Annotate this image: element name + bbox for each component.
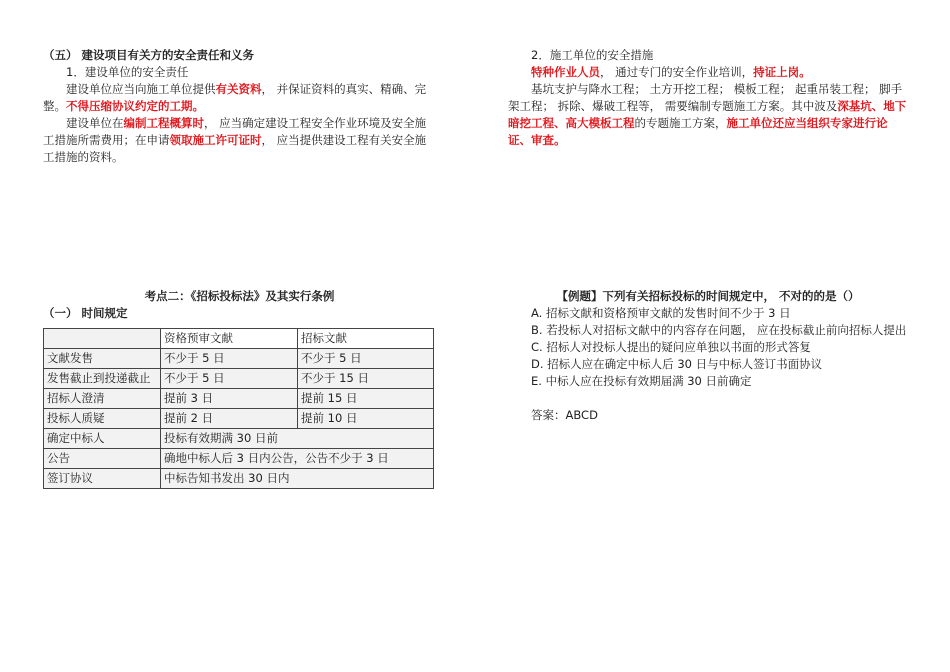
subsection-title: 2．施工单位的安全措施 [531,48,654,62]
table-cell: 投标人质疑 [44,409,161,429]
section-heading: （五） 建设项目有关方的安全责任和义务 [43,48,255,62]
table-header-cell: 资格预审文献 [161,329,298,349]
highlight-text: 不得压缩协议约定的工期。 [66,99,204,113]
table-cell: 投标有效期满 30 日前 [161,429,434,449]
table-row [44,409,434,429]
option-item: B. 若投标人对招标文献中的内容存在问题， 应在投标截止前向招标人提出 [531,323,907,337]
text-run: ， 通过专门的安全作业培训， [600,65,754,79]
text-run: ， 并保证资料的真实、精确、完整。 [43,82,427,113]
section-contractor-measures [508,47,908,149]
table-cell: 不少于 5 日 [161,369,298,389]
table-header-row [44,329,434,349]
table-row [44,469,434,489]
time-rules-table [43,328,434,489]
text-run: 基坑支护与降水工程； 土方开挖工程； 模板工程； 起重吊装工程； 脚手架工程； 拆除、爆破工程等， 需要编制专题施工方案。其中波及 [508,82,903,113]
paragraph [508,81,908,149]
table-cell: 公告 [44,449,161,469]
text-run: ， 应当确定建设工程安全作业环境及安全施工措施所需费用；在申请 [43,116,427,147]
text-run: 建设单位应当向施工单位提供 [66,82,216,96]
highlight-text: 编制工程概算时 [123,116,204,130]
table-cell: 提前 10 日 [298,409,434,429]
table-header-cell: 招标文献 [298,329,434,349]
table-cell: 文献发售 [44,349,161,369]
table-row [44,349,434,369]
section-example-question [508,288,908,424]
highlight-text: 特种作业人员 [531,65,600,79]
table-cell: 确定中标人 [44,429,161,449]
table-row [44,369,434,389]
option-item: D. 招标人应在确定中标人后 30 日与中标人签订书面协议 [531,357,823,371]
table-cell: 提前 2 日 [161,409,298,429]
table-cell: 发售截止到投递截止 [44,369,161,389]
table-cell: 提前 15 日 [298,389,434,409]
section-bidding-law [43,288,436,489]
paragraph [508,64,908,81]
text-run: ， 应当提供建设工程有关安全施工措施的资料。 [43,133,427,164]
highlight-text: 有关资料 [215,82,262,96]
paragraph [43,115,436,166]
question-title: 【例题】下列有关招标投标的时间规定中， 不对的的是（） [556,289,860,303]
option-item: C. 招标人对投标人提出的疑问应单独以书面的形式答复 [531,340,811,354]
paragraph [43,81,436,115]
table-cell: 中标告知书发出 30 日内 [161,469,434,489]
option-item: A. 招标文献和资格预审文献的发售时间不少于 3 日 [531,306,791,320]
table-cell: 签订协议 [44,469,161,489]
table-row [44,449,434,469]
table-cell: 确地中标人后 3 日内公告，公告不少于 3 日 [161,449,434,469]
table-row [44,389,434,409]
table-cell: 提前 3 日 [161,389,298,409]
text-run: 的专题施工方案， [634,116,727,130]
text-run: 建设单位在 [66,116,124,130]
table-header-cell [44,329,161,349]
highlight-text: 领取施工许可证时 [169,133,262,147]
table-row [44,429,434,449]
highlight-text: 深基坑、地下暗挖工程、高大模板工程 [508,99,907,130]
table-cell: 不少于 5 日 [298,349,434,369]
section-owner-responsibility [43,47,436,166]
table-cell: 不少于 5 日 [161,349,298,369]
answer-text: 答案：ABCD [531,408,598,422]
highlight-text: 持证上岗。 [753,65,811,79]
subsection-title: 1．建设单位的安全责任 [66,65,189,79]
table-cell: 招标人澄清 [44,389,161,409]
section-heading: （一） 时间规定 [43,306,128,320]
option-item: E. 中标人应在投标有效期届满 30 日前确定 [531,374,752,388]
table-cell: 不少于 15 日 [298,369,434,389]
highlight-text: 施工单位还应当组织专家进行论证、审查。 [508,116,888,147]
topic-title: 考点二：《招标投标法》及其实行条例 [144,289,335,303]
